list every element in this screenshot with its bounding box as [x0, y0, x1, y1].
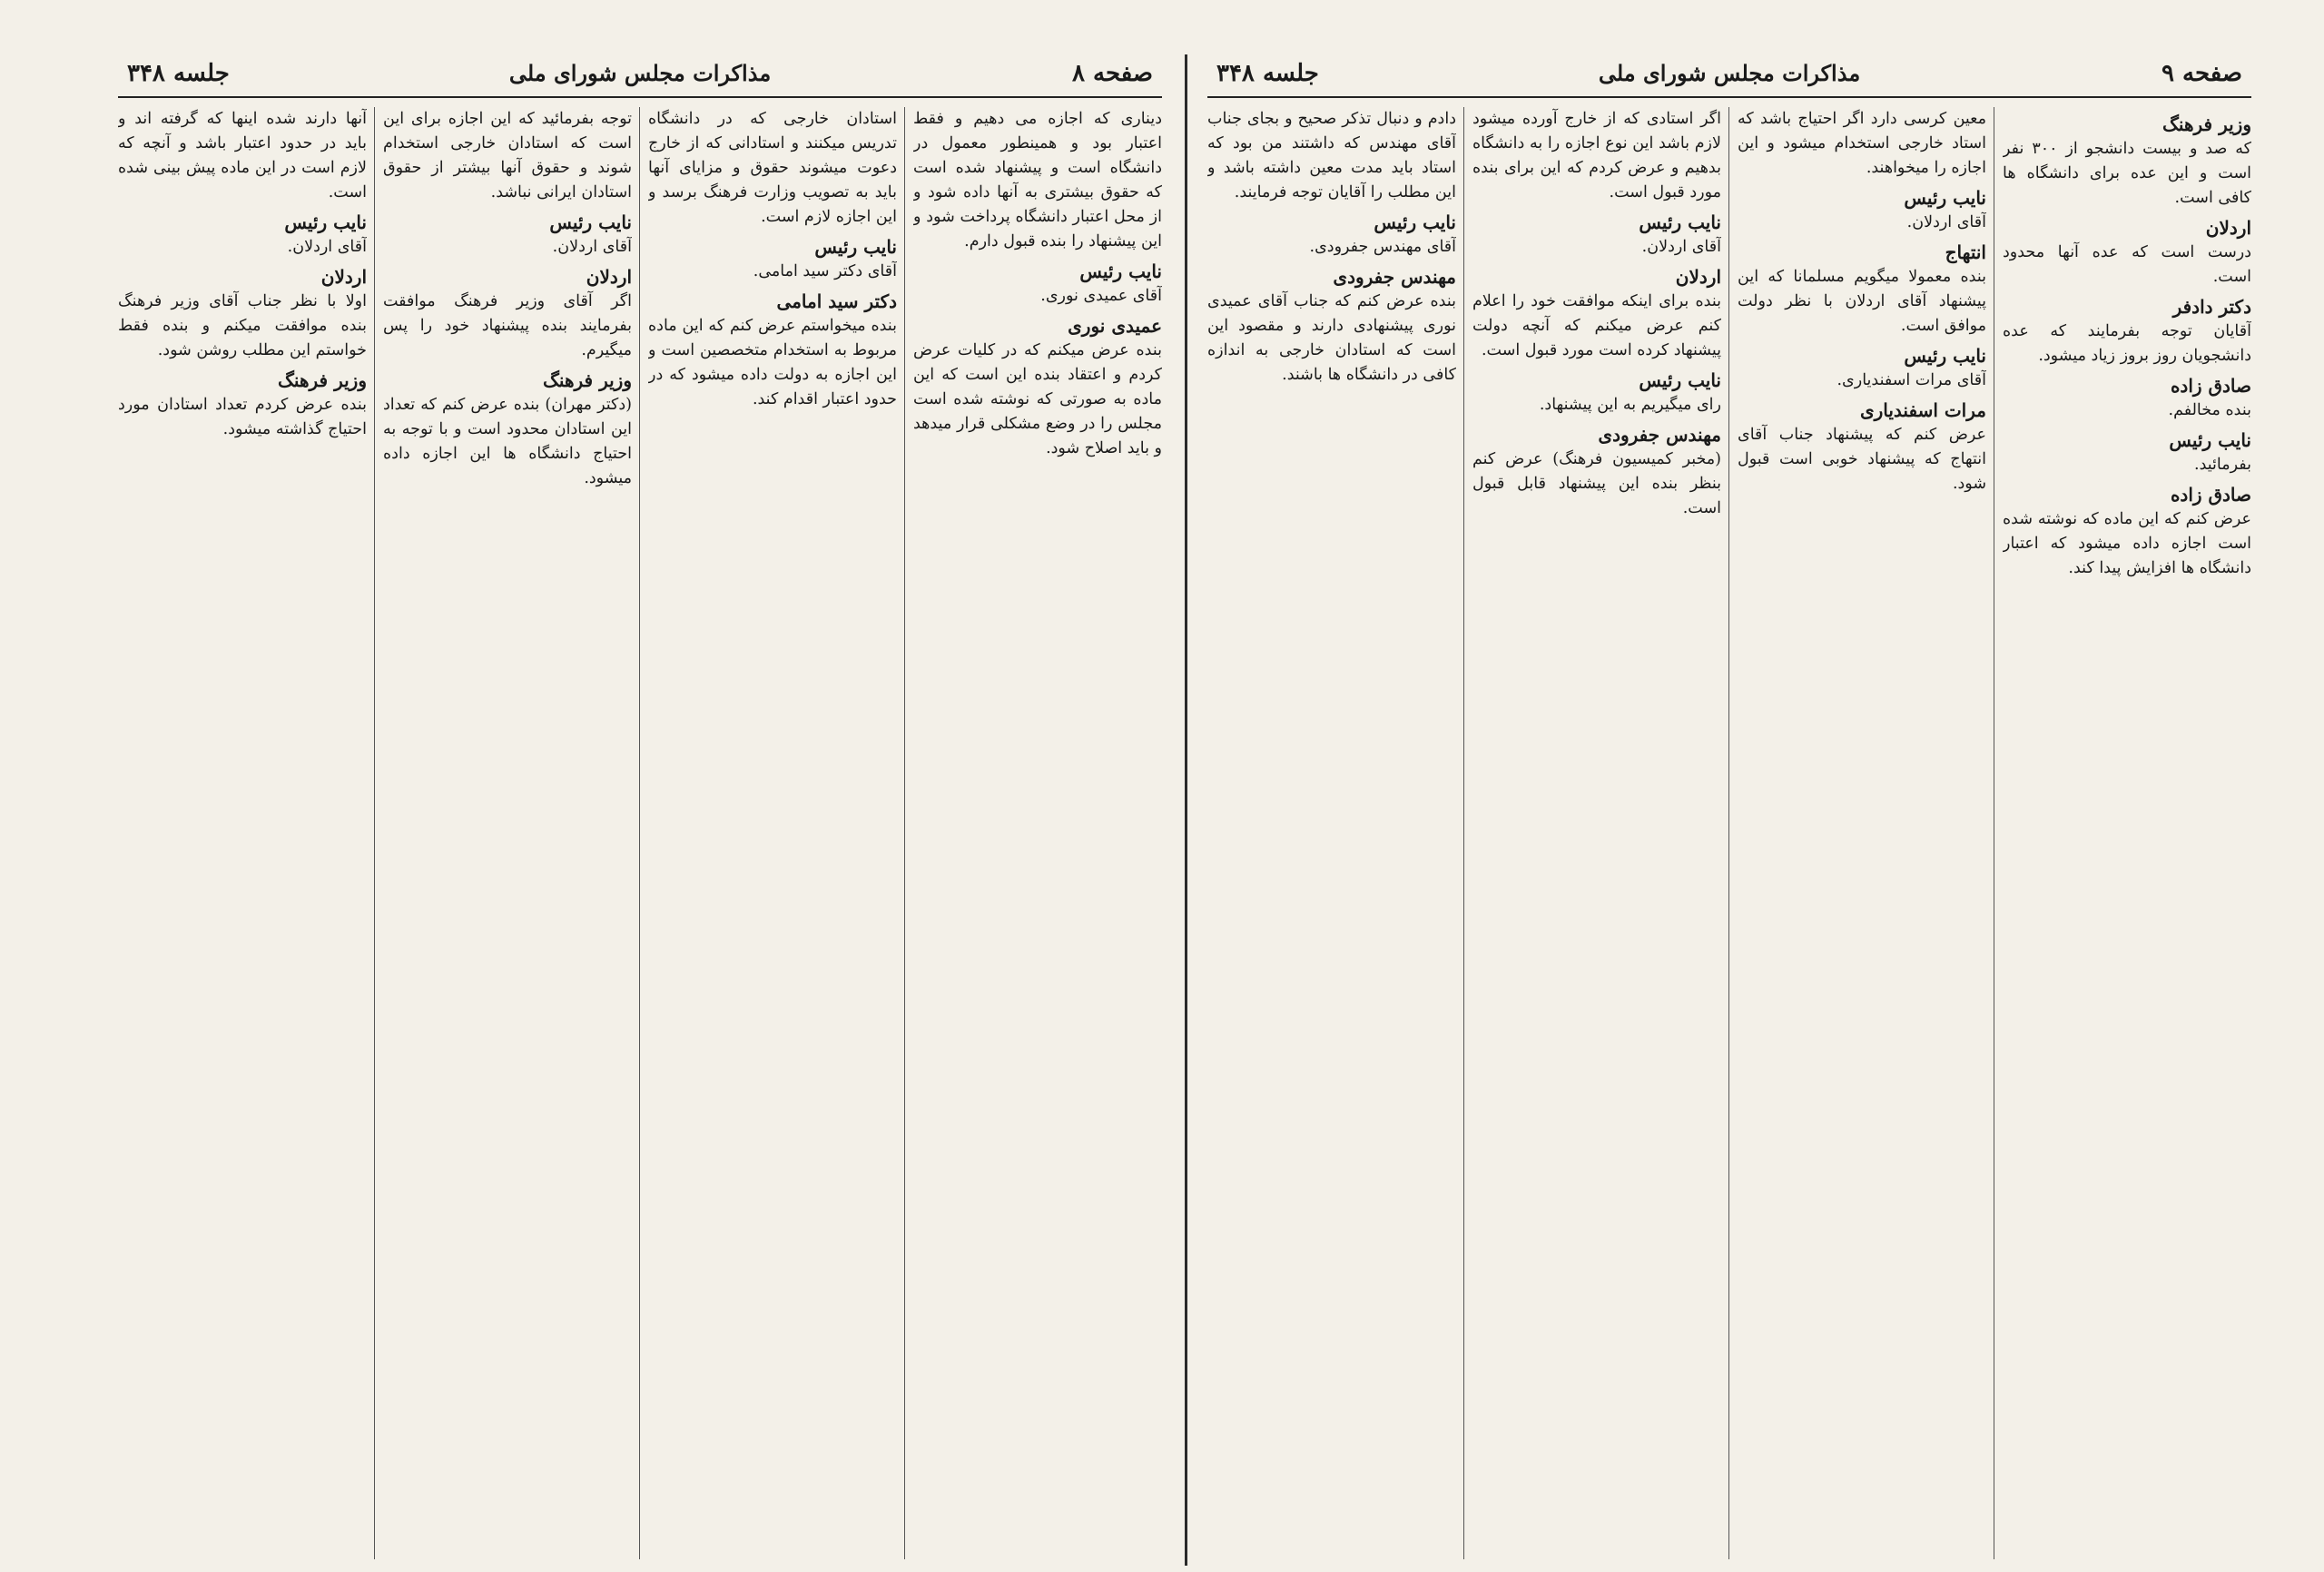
page-number: صفحه ۹ — [2162, 60, 2242, 87]
paragraph-text: بفرمائید. — [2194, 456, 2251, 474]
speaker-name: وزیر فرهنگ — [543, 369, 632, 391]
paragraph — [648, 290, 897, 412]
paragraph-text: دادم و دنبال تذکر صحیح و بجای جناب آقای مهندس که داشتند من بود که استاد باید مدت معین داشته باشد و این مطلب را آقایان توجه فرمایند. — [1207, 110, 1456, 201]
paragraph — [118, 107, 367, 205]
speaker-name: مرات اسفندیاری — [1859, 399, 1986, 421]
speaker-name: نایب رئیس — [1904, 345, 1986, 367]
paragraph-text: اگر استادی که از خارج آورده میشود لازم باشد این نوع اجازه را به دانشگاه بدهیم و عرض کردم که این برای بنده مورد قبول است. — [1472, 110, 1721, 201]
right-page — [1207, 54, 2251, 1561]
paragraph — [2003, 295, 2251, 368]
paragraph-text: معین کرسی دارد اگر احتیاج باشد که استاد خارجی استخدام میشود و این اجازه را میخواهند. — [1738, 110, 1986, 177]
paragraph-text: عرض کنم که این ماده که نوشته شده است اجازه داده میشود که اعتبار دانشگاه ها افزایش پیدا کند. — [2003, 510, 2251, 577]
header-rule — [118, 96, 1162, 98]
speaker-name: اردلان — [586, 266, 632, 288]
header-rule — [1207, 96, 2251, 98]
paragraph-text: بنده میخواستم عرض کنم که این ماده مربوط به استخدام متخصصین است و این اجازه به دولت داده میشود که در حدود اعتبار اقدام کند. — [648, 317, 897, 408]
session-number: جلسه ۳۴۸ — [1216, 60, 1319, 87]
paragraph — [2003, 428, 2251, 477]
speaker-name: اردلان — [1675, 266, 1721, 288]
paragraph — [1207, 211, 1456, 260]
text-column — [913, 107, 1162, 1559]
speaker-name: صادق زاده — [2170, 484, 2251, 506]
page-title: مذاکرات مجلس شورای ملی — [508, 60, 772, 86]
speaker-name: نایب رئیس — [549, 211, 632, 233]
paragraph — [118, 265, 367, 363]
paragraph-text: آنها دارند شده اینها که گرفته اند و باید در حدود اعتبار باشد و آنچه که لازم است در این ماده پیش بینی شده است. — [118, 110, 367, 201]
paragraph — [1472, 368, 1721, 418]
paragraph — [383, 107, 632, 205]
paragraph — [1207, 107, 1456, 205]
speaker-name: نایب رئیس — [1374, 211, 1456, 233]
column-rule — [1728, 107, 1729, 1559]
paragraph — [1207, 265, 1456, 388]
column-rule — [904, 107, 905, 1559]
speaker-name: مهندس جفرودی — [1598, 424, 1721, 446]
paragraph — [913, 314, 1162, 461]
paragraph-text: آقای دکتر سید امامی. — [753, 262, 897, 280]
paragraph-text: استادان خارجی که در دانشگاه تدریس میکنند و استادانی که از خارج دعوت میشوند حقوق و مزایای آنها باید به تصویب وزارت فرهنگ برسد و این اجازه لازم است. — [648, 110, 897, 226]
right-page-header — [1207, 54, 2251, 98]
paragraph-text: اگر آقای وزیر فرهنگ موافقت بفرمایند بنده پیشنهاد خود را پس میگیرم. — [383, 292, 632, 359]
text-column — [383, 107, 632, 1559]
page-number: صفحه ۸ — [1072, 60, 1153, 87]
paragraph — [913, 260, 1162, 309]
paragraph — [2003, 216, 2251, 290]
paragraph — [383, 211, 632, 260]
left-page — [118, 54, 1162, 1561]
paragraph — [1472, 423, 1721, 521]
speaker-name: نایب رئیس — [1904, 187, 1986, 209]
left-page-header — [118, 54, 1162, 98]
paragraph-text: بنده معمولا میگویم مسلمانا که این پیشنهاد آقای اردلان با نظر دولت موافق است. — [1738, 268, 1986, 335]
paragraph-text: رای میگیریم به این پیشنهاد. — [1539, 396, 1721, 414]
text-column — [648, 107, 897, 1559]
paragraph-text: بنده برای اینکه موافقت خود را اعلام کنم عرض میکنم که آنچه دولت پیشنهاد کرده است مورد قبول است. — [1472, 292, 1721, 359]
paragraph-text: آقای اردلان. — [1641, 238, 1721, 256]
paragraph — [1738, 344, 1986, 393]
text-column — [1207, 107, 1456, 1559]
paragraph — [648, 235, 897, 284]
page-title: مذاکرات مجلس شورای ملی — [1598, 60, 1861, 86]
paragraph-text: آقای مهندس جفرودی. — [1309, 238, 1456, 256]
paragraph — [913, 107, 1162, 254]
paragraph — [1738, 186, 1986, 235]
speaker-name: انتهاج — [1945, 241, 1986, 263]
paragraph-text: اولا با نظر جناب آقای وزیر فرهنگ بنده موافقت میکنم و بنده فقط خواستم این مطلب روشن شود. — [118, 292, 367, 359]
column-rule — [639, 107, 640, 1559]
paragraph-text: (دکتر مهران) بنده عرض کنم که تعداد این استادان محدود است و با توجه به احتیاج دانشگاه ها این اجازه داده میشود. — [383, 396, 632, 487]
paragraph — [648, 107, 897, 230]
text-column — [2003, 107, 2251, 1559]
speaker-name: اردلان — [320, 266, 367, 288]
text-column — [118, 107, 367, 1559]
speaker-name: دکتر دادفر — [2172, 296, 2251, 318]
paragraph-text: آقایان توجه بفرمایند که عده دانشجویان روز بروز زیاد میشود. — [2003, 322, 2251, 365]
paragraph — [1738, 398, 1986, 496]
speaker-name: اردلان — [2205, 217, 2251, 239]
speaker-name: نایب رئیس — [1079, 260, 1162, 282]
speaker-name: عمیدی نوری — [1068, 315, 1162, 337]
column-rule — [374, 107, 375, 1559]
paragraph-text: بنده مخالفم. — [2168, 401, 2251, 419]
speaker-name: نایب رئیس — [2169, 429, 2251, 451]
paragraph — [2003, 374, 2251, 423]
paragraph — [118, 211, 367, 260]
paragraph — [383, 368, 632, 491]
paragraph-text: آقای اردلان. — [552, 238, 632, 256]
paragraph-text: درست است که عده آنها محدود است. — [2003, 243, 2251, 286]
paragraph — [1472, 211, 1721, 260]
paragraph — [383, 265, 632, 363]
left-page-columns — [118, 107, 1162, 1559]
paragraph-text: بنده عرض میکنم که در کلیات عرض کردم و اعتقاد بنده این است که این ماده به صورتی که نوشته شده است مجلس را در وضع مشکلی قرار میدهد و باید اصلاح شود. — [913, 341, 1162, 457]
speaker-name: نایب رئیس — [1639, 211, 1721, 233]
paragraph — [2003, 113, 2251, 211]
speaker-name: وزیر فرهنگ — [2162, 113, 2251, 135]
paragraph — [2003, 483, 2251, 581]
paragraph — [1738, 107, 1986, 181]
paragraph-text: که صد و بیست دانشجو از ۳۰۰ نفر است و این عده برای دانشگاه ها کافی است. — [2003, 140, 2251, 207]
paragraph-text: بنده عرض کردم تعداد استادان مورد احتیاج گذاشته میشود. — [118, 396, 367, 438]
paragraph — [1472, 265, 1721, 363]
paragraph-text: (مخبر کمیسیون فرهنگ) عرض کنم بنظر بنده این پیشنهاد قابل قبول است. — [1472, 450, 1721, 517]
speaker-name: صادق زاده — [2170, 375, 2251, 397]
speaker-name: دکتر سید امامی — [776, 290, 897, 312]
column-rule — [1463, 107, 1464, 1559]
paragraph — [1472, 107, 1721, 205]
speaker-name: نایب رئیس — [1639, 369, 1721, 391]
speaker-name: نایب رئیس — [284, 211, 367, 233]
paragraph-text: آقای مرات اسفندیاری. — [1837, 371, 1986, 389]
paragraph-text: آقای عمیدی نوری. — [1040, 287, 1162, 305]
paragraph-text: دیناری که اجازه می دهیم و فقط اعتبار بود و همینطور معمول در دانشگاه است و پیشنهاد شده است که حقوق بیشتری به آنها داده شود و از محل اعتبار دانشگاه پرداخت شود و این پیشنهاد را بنده قبول دارم. — [913, 110, 1162, 251]
page-gutter — [1185, 54, 1187, 1566]
paragraph-text: آقای اردلان. — [1906, 213, 1986, 231]
paragraph — [1738, 241, 1986, 339]
paragraph — [118, 368, 367, 442]
session-number: جلسه ۳۴۸ — [127, 60, 230, 87]
speaker-name: نایب رئیس — [814, 236, 897, 258]
speaker-name: مهندس جفرودی — [1333, 266, 1456, 288]
text-column — [1738, 107, 1986, 1559]
speaker-name: وزیر فرهنگ — [278, 369, 367, 391]
paragraph-text: عرض کنم که پیشنهاد جناب آقای انتهاج که پیشنهاد خوبی است قبول شود. — [1738, 426, 1986, 493]
right-page-columns — [1207, 107, 2251, 1559]
text-column — [1472, 107, 1721, 1559]
paragraph-text: توجه بفرمائید که این اجازه برای این است که استادان خارجی استخدام شوند و حقوق آنها بیشتر از حقوق استادان ایرانی نباشد. — [383, 110, 632, 201]
paragraph-text: آقای اردلان. — [287, 238, 367, 256]
paragraph-text: بنده عرض کنم که جناب آقای عمیدی نوری پیشنهادی دارند و مقصود این است که استادان خارجی به اندازه کافی در دانشگاه ها باشند. — [1207, 292, 1456, 384]
